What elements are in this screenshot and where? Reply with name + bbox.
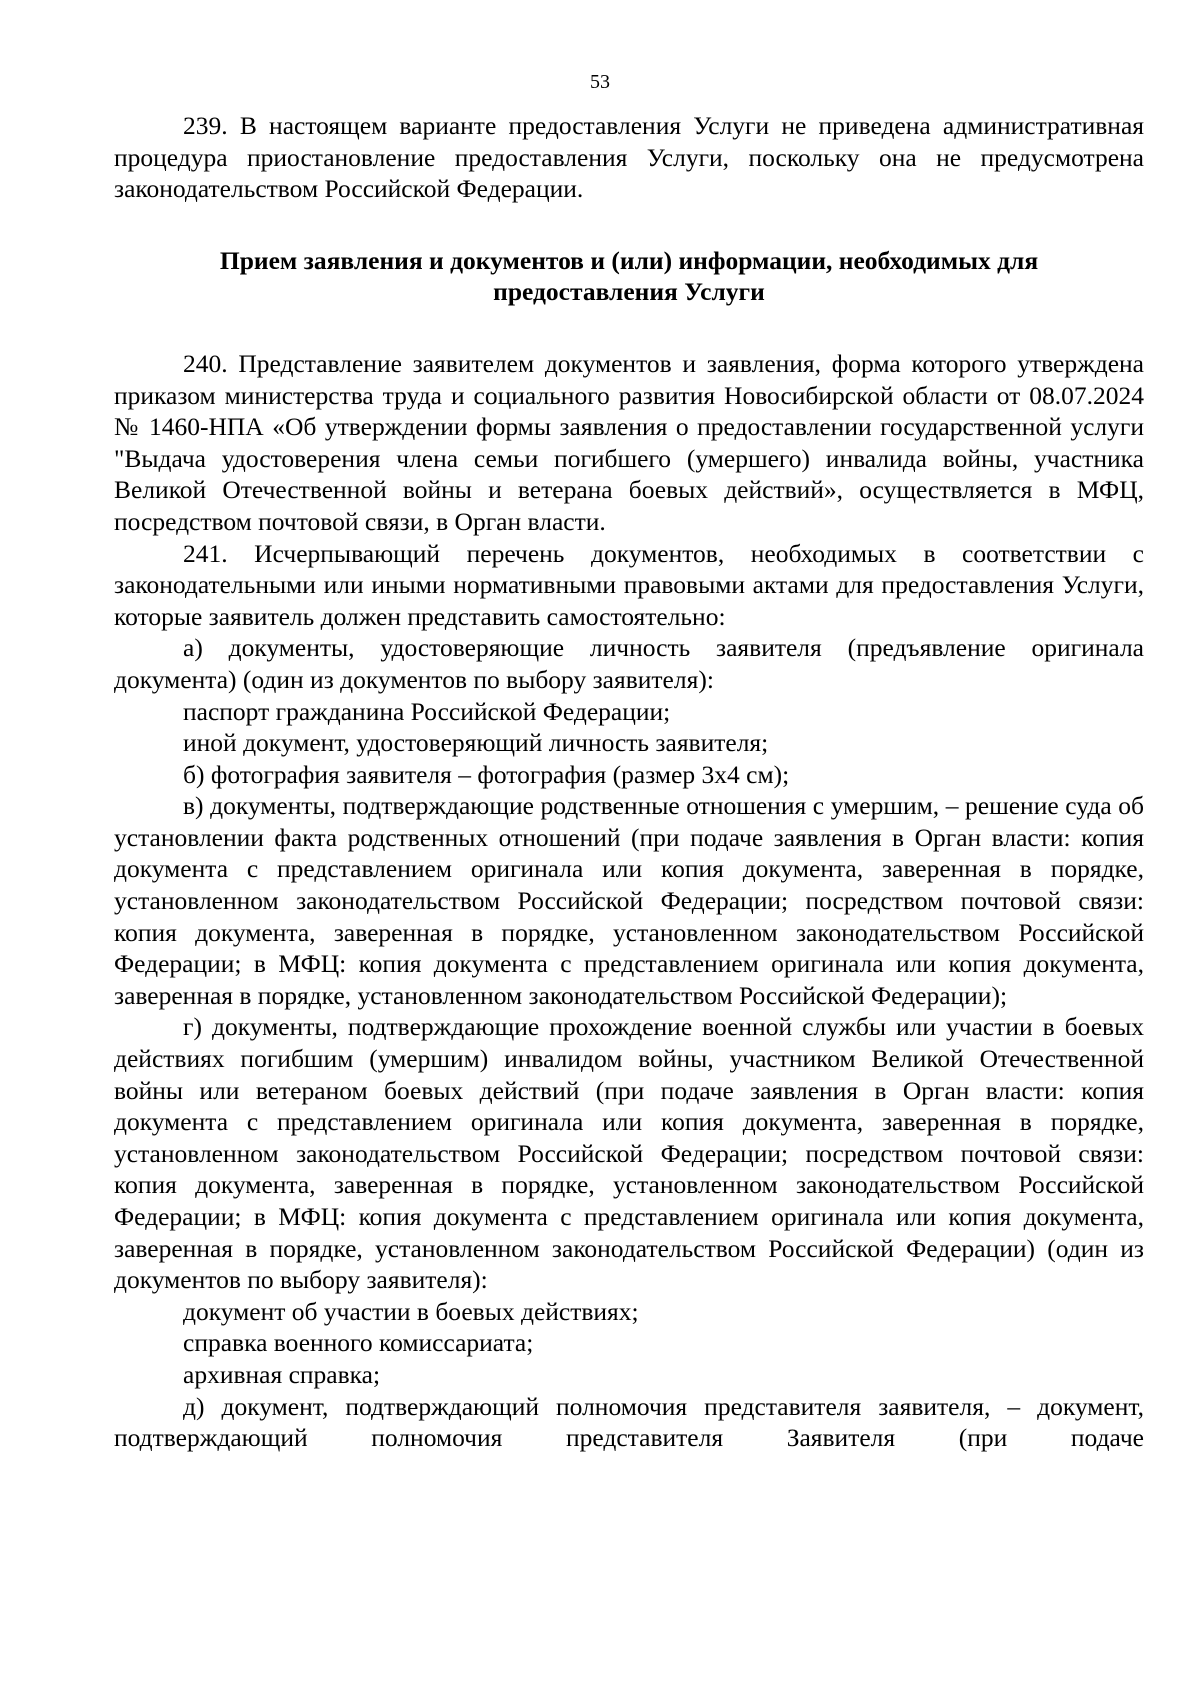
list-item-g-archive-certificate: архивная справка; [183, 1359, 381, 1389]
paragraph-240: 240. Представление заявителем документов и заявления, форма которого утверждена приказом министерства труда и социального развития Новосибирской области от 08.07.2024 № 1460-НПА «Об утверждении формы заявления о предоставлении государственной услуги "Выдача удостоверения члена семьи погибшего (умершего) инвалида войны, участника Великой Отечественной войны и ветерана боевых действий», осуществляется в МФЦ, посредством почтовой связи, в Орган власти. [114, 348, 1144, 536]
list-item-a-passport: паспорт гражданина Российской Федерации; [183, 696, 671, 726]
document-body [114, 110, 1144, 1454]
list-item-g-military-certificate: справка военного комиссариата; [183, 1328, 534, 1358]
list-item-g: г) документы, подтверждающие прохождение военной службы или участии в боевых действиях погибшим (умершим) инвалидом войны, участником Великой Отечественной войны или ветераном боевых действий (при подаче заявления в Орган власти: копия документа с представлением оригинала или копия документа, заверенная в порядке, установленном законодательством Российской Федерации; посредством почтовой связи: копия документа, заверенная в порядке, установленном законодательством Российской Федерации; в МФЦ: копия документа с представлением оригинала или копия документа, заверенная в порядке, установленном законодательством Российской Федерации) (один из документов по выбору заявителя): [114, 1012, 1144, 1295]
list-item-b: б) фотография заявителя – фотография (размер 3х4 см); [183, 759, 790, 789]
list-item-a: а) документы, удостоверяющие личность заявителя (предъявление оригинала документа) (один из документов по выбору заявителя): [114, 633, 1144, 694]
list-item-a-other-id: иной документ, удостоверяющий личность заявителя; [183, 728, 769, 758]
page-number: 53 [590, 71, 610, 93]
list-item-g-combat-doc: документ об участии в боевых действиях; [183, 1296, 639, 1326]
paragraph-241: 241. Исчерпывающий перечень документов, необходимых в соответствии с законодательными или иными нормативными правовыми актами для предоставления Услуги, которые заявитель должен представить самостоятельно: [114, 538, 1144, 631]
list-item-v: в) документы, подтверждающие родственные отношения с умершим, – решение суда об установлении факта родственных отношений (при подаче заявления в Орган власти: копия документа с представлением оригинала или копия документа, заверенная в порядке, установленном законодательством Российской Федерации; посредством почтовой связи: копия документа, заверенная в порядке, установленном законодательством Российской Федерации; в МФЦ: копия документа с представлением оригинала или копия документа, заверенная в порядке, установленном законодательством Российской Федерации); [114, 791, 1144, 1010]
section-heading: Прием заявления и документов и (или) информации, необходимых для предоставления Услуги [219, 245, 1039, 307]
list-item-d: д) документ, подтверждающий полномочия представителя заявителя, – документ, подтверждающий полномочия представителя Заявителя (при подаче [114, 1391, 1144, 1453]
paragraph-239: 239. В настоящем варианте предоставления Услуги не приведена административная процедура приостановление предоставления Услуги, поскольку она не предусмотрена законодательством Российской Федерации. [114, 111, 1144, 204]
